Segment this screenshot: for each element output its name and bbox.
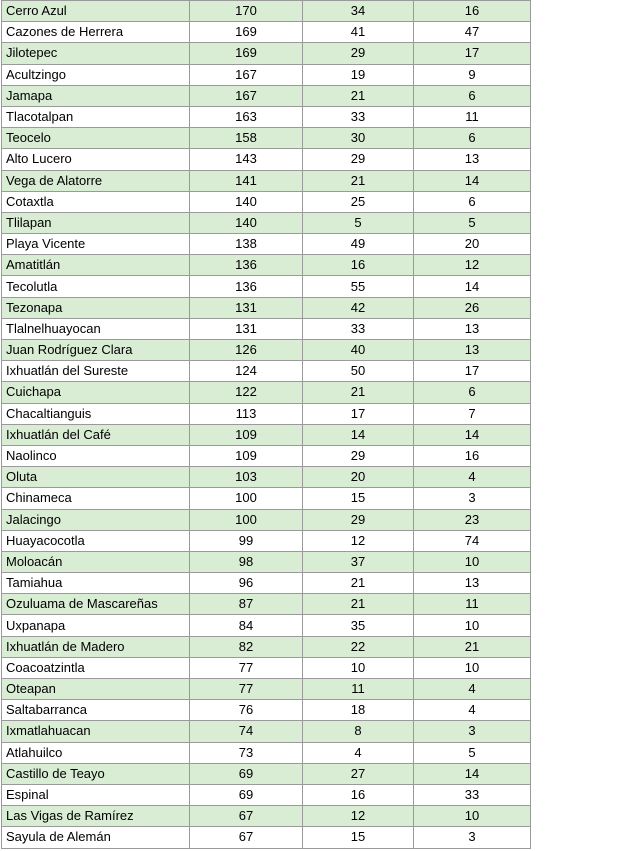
municipality-cell: Tlalnelhuayocan: [2, 318, 190, 339]
value-col1-cell: 140: [190, 191, 303, 212]
table-row: [2, 255, 531, 276]
table-row: [2, 467, 531, 488]
municipality-cell: Tecolutla: [2, 276, 190, 297]
value-col2-cell: 16: [303, 784, 414, 805]
value-col3-cell: 3: [414, 488, 531, 509]
value-col3-cell: 4: [414, 700, 531, 721]
value-col2-cell: 4: [303, 742, 414, 763]
value-col3-cell: 16: [414, 1, 531, 22]
value-col1-cell: 158: [190, 128, 303, 149]
table-row: [2, 509, 531, 530]
value-col2-cell: 21: [303, 594, 414, 615]
table-row: [2, 43, 531, 64]
value-col3-cell: 12: [414, 255, 531, 276]
value-col3-cell: 23: [414, 509, 531, 530]
municipality-cell: Chacaltianguis: [2, 403, 190, 424]
table-row: [2, 22, 531, 43]
value-col2-cell: 33: [303, 318, 414, 339]
table-row: [2, 1, 531, 22]
value-col3-cell: 3: [414, 827, 531, 848]
municipality-cell: Ixhuatlán de Madero: [2, 636, 190, 657]
municipality-cell: Naolinco: [2, 445, 190, 466]
municipality-cell: Sayula de Alemán: [2, 827, 190, 848]
municipality-cell: Chinameca: [2, 488, 190, 509]
municipality-table: [1, 0, 531, 849]
value-col1-cell: 169: [190, 43, 303, 64]
value-col1-cell: 109: [190, 424, 303, 445]
table-row: [2, 361, 531, 382]
value-col1-cell: 167: [190, 85, 303, 106]
municipality-cell: Castillo de Teayo: [2, 763, 190, 784]
value-col3-cell: 5: [414, 212, 531, 233]
value-col3-cell: 4: [414, 467, 531, 488]
table-row: [2, 212, 531, 233]
value-col2-cell: 10: [303, 657, 414, 678]
municipality-cell: Uxpanapa: [2, 615, 190, 636]
municipality-cell: Coacoatzintla: [2, 657, 190, 678]
value-col2-cell: 8: [303, 721, 414, 742]
table-row: [2, 403, 531, 424]
value-col1-cell: 74: [190, 721, 303, 742]
value-col2-cell: 35: [303, 615, 414, 636]
table-row: [2, 700, 531, 721]
value-col3-cell: 14: [414, 170, 531, 191]
municipality-cell: Ixmatlahuacan: [2, 721, 190, 742]
table-row: [2, 297, 531, 318]
value-col1-cell: 103: [190, 467, 303, 488]
value-col2-cell: 25: [303, 191, 414, 212]
value-col1-cell: 99: [190, 530, 303, 551]
value-col2-cell: 42: [303, 297, 414, 318]
table-row: [2, 488, 531, 509]
value-col3-cell: 4: [414, 679, 531, 700]
table-row: [2, 170, 531, 191]
value-col3-cell: 13: [414, 149, 531, 170]
value-col1-cell: 73: [190, 742, 303, 763]
table-row: [2, 763, 531, 784]
value-col1-cell: 136: [190, 255, 303, 276]
value-col2-cell: 34: [303, 1, 414, 22]
value-col2-cell: 55: [303, 276, 414, 297]
value-col2-cell: 37: [303, 551, 414, 572]
value-col2-cell: 21: [303, 382, 414, 403]
municipality-cell: Teocelo: [2, 128, 190, 149]
value-col1-cell: 82: [190, 636, 303, 657]
table-row: [2, 636, 531, 657]
municipality-cell: Oteapan: [2, 679, 190, 700]
table-row: [2, 551, 531, 572]
table-row: [2, 191, 531, 212]
value-col1-cell: 100: [190, 509, 303, 530]
table-body: [2, 1, 531, 849]
value-col2-cell: 12: [303, 806, 414, 827]
value-col3-cell: 5: [414, 742, 531, 763]
value-col1-cell: 76: [190, 700, 303, 721]
value-col1-cell: 100: [190, 488, 303, 509]
value-col2-cell: 27: [303, 763, 414, 784]
value-col3-cell: 10: [414, 551, 531, 572]
value-col3-cell: 6: [414, 382, 531, 403]
municipality-cell: Acultzingo: [2, 64, 190, 85]
value-col3-cell: 17: [414, 43, 531, 64]
value-col3-cell: 26: [414, 297, 531, 318]
value-col2-cell: 18: [303, 700, 414, 721]
value-col1-cell: 126: [190, 340, 303, 361]
value-col1-cell: 67: [190, 827, 303, 848]
table-row: [2, 679, 531, 700]
value-col3-cell: 7: [414, 403, 531, 424]
value-col2-cell: 33: [303, 106, 414, 127]
municipality-cell: Cazones de Herrera: [2, 22, 190, 43]
municipality-cell: Tlacotalpan: [2, 106, 190, 127]
municipality-cell: Cuichapa: [2, 382, 190, 403]
value-col1-cell: 131: [190, 318, 303, 339]
value-col3-cell: 14: [414, 763, 531, 784]
municipality-cell: Oluta: [2, 467, 190, 488]
table-row: [2, 340, 531, 361]
table-row: [2, 573, 531, 594]
value-col3-cell: 20: [414, 234, 531, 255]
value-col1-cell: 163: [190, 106, 303, 127]
value-col2-cell: 21: [303, 573, 414, 594]
value-col3-cell: 17: [414, 361, 531, 382]
value-col3-cell: 9: [414, 64, 531, 85]
value-col1-cell: 138: [190, 234, 303, 255]
value-col2-cell: 22: [303, 636, 414, 657]
value-col2-cell: 50: [303, 361, 414, 382]
value-col1-cell: 113: [190, 403, 303, 424]
table-row: [2, 594, 531, 615]
municipality-cell: Tezonapa: [2, 297, 190, 318]
value-col1-cell: 69: [190, 763, 303, 784]
municipality-cell: Tlilapan: [2, 212, 190, 233]
municipality-cell: Vega de Alatorre: [2, 170, 190, 191]
value-col1-cell: 67: [190, 806, 303, 827]
value-col3-cell: 10: [414, 615, 531, 636]
value-col2-cell: 11: [303, 679, 414, 700]
table-row: [2, 657, 531, 678]
value-col2-cell: 20: [303, 467, 414, 488]
municipality-cell: Espinal: [2, 784, 190, 805]
value-col3-cell: 10: [414, 657, 531, 678]
table-row: [2, 149, 531, 170]
municipality-cell: Cerro Azul: [2, 1, 190, 22]
value-col3-cell: 13: [414, 340, 531, 361]
value-col2-cell: 29: [303, 149, 414, 170]
municipality-cell: Las Vigas de Ramírez: [2, 806, 190, 827]
table-row: [2, 106, 531, 127]
value-col2-cell: 17: [303, 403, 414, 424]
value-col1-cell: 109: [190, 445, 303, 466]
municipality-cell: Amatitlán: [2, 255, 190, 276]
municipality-cell: Juan Rodríguez Clara: [2, 340, 190, 361]
table-row: [2, 424, 531, 445]
municipality-cell: Jilotepec: [2, 43, 190, 64]
table-row: [2, 784, 531, 805]
value-col2-cell: 30: [303, 128, 414, 149]
municipality-cell: Atlahuilco: [2, 742, 190, 763]
value-col3-cell: 74: [414, 530, 531, 551]
municipality-cell: Tamiahua: [2, 573, 190, 594]
value-col3-cell: 10: [414, 806, 531, 827]
value-col1-cell: 98: [190, 551, 303, 572]
municipality-cell: Moloacán: [2, 551, 190, 572]
value-col1-cell: 141: [190, 170, 303, 191]
municipality-cell: Playa Vicente: [2, 234, 190, 255]
municipality-cell: Ixhuatlán del Sureste: [2, 361, 190, 382]
value-col2-cell: 29: [303, 43, 414, 64]
municipality-cell: Huayacocotla: [2, 530, 190, 551]
value-col3-cell: 13: [414, 318, 531, 339]
value-col3-cell: 11: [414, 106, 531, 127]
value-col1-cell: 170: [190, 1, 303, 22]
value-col3-cell: 11: [414, 594, 531, 615]
municipality-cell: Ixhuatlán del Café: [2, 424, 190, 445]
value-col2-cell: 19: [303, 64, 414, 85]
value-col1-cell: 167: [190, 64, 303, 85]
value-col2-cell: 49: [303, 234, 414, 255]
value-col3-cell: 14: [414, 424, 531, 445]
value-col1-cell: 122: [190, 382, 303, 403]
value-col3-cell: 47: [414, 22, 531, 43]
municipality-cell: Jalacingo: [2, 509, 190, 530]
value-col2-cell: 29: [303, 445, 414, 466]
value-col2-cell: 21: [303, 170, 414, 191]
value-col2-cell: 21: [303, 85, 414, 106]
value-col2-cell: 41: [303, 22, 414, 43]
value-col3-cell: 33: [414, 784, 531, 805]
table-row: [2, 530, 531, 551]
value-col1-cell: 131: [190, 297, 303, 318]
value-col1-cell: 136: [190, 276, 303, 297]
table-row: [2, 382, 531, 403]
municipality-cell: Jamapa: [2, 85, 190, 106]
table-row: [2, 318, 531, 339]
value-col1-cell: 87: [190, 594, 303, 615]
value-col3-cell: 21: [414, 636, 531, 657]
table-row: [2, 234, 531, 255]
value-col1-cell: 143: [190, 149, 303, 170]
value-col2-cell: 5: [303, 212, 414, 233]
value-col1-cell: 69: [190, 784, 303, 805]
value-col2-cell: 16: [303, 255, 414, 276]
table-row: [2, 64, 531, 85]
value-col3-cell: 6: [414, 85, 531, 106]
value-col3-cell: 6: [414, 128, 531, 149]
value-col3-cell: 3: [414, 721, 531, 742]
value-col1-cell: 77: [190, 679, 303, 700]
table-row: [2, 276, 531, 297]
value-col2-cell: 15: [303, 827, 414, 848]
municipality-cell: Saltabarranca: [2, 700, 190, 721]
value-col1-cell: 140: [190, 212, 303, 233]
municipality-cell: Alto Lucero: [2, 149, 190, 170]
table-row: [2, 128, 531, 149]
value-col1-cell: 96: [190, 573, 303, 594]
value-col3-cell: 16: [414, 445, 531, 466]
value-col2-cell: 40: [303, 340, 414, 361]
table-row: [2, 827, 531, 848]
municipality-cell: Ozuluama de Mascareñas: [2, 594, 190, 615]
value-col2-cell: 15: [303, 488, 414, 509]
value-col2-cell: 14: [303, 424, 414, 445]
value-col3-cell: 13: [414, 573, 531, 594]
value-col1-cell: 84: [190, 615, 303, 636]
table-row: [2, 445, 531, 466]
value-col1-cell: 169: [190, 22, 303, 43]
table-row: [2, 806, 531, 827]
value-col1-cell: 77: [190, 657, 303, 678]
value-col1-cell: 124: [190, 361, 303, 382]
value-col3-cell: 6: [414, 191, 531, 212]
table-row: [2, 615, 531, 636]
value-col2-cell: 12: [303, 530, 414, 551]
table-row: [2, 721, 531, 742]
table-row: [2, 85, 531, 106]
table-row: [2, 742, 531, 763]
value-col3-cell: 14: [414, 276, 531, 297]
municipality-cell: Cotaxtla: [2, 191, 190, 212]
value-col2-cell: 29: [303, 509, 414, 530]
